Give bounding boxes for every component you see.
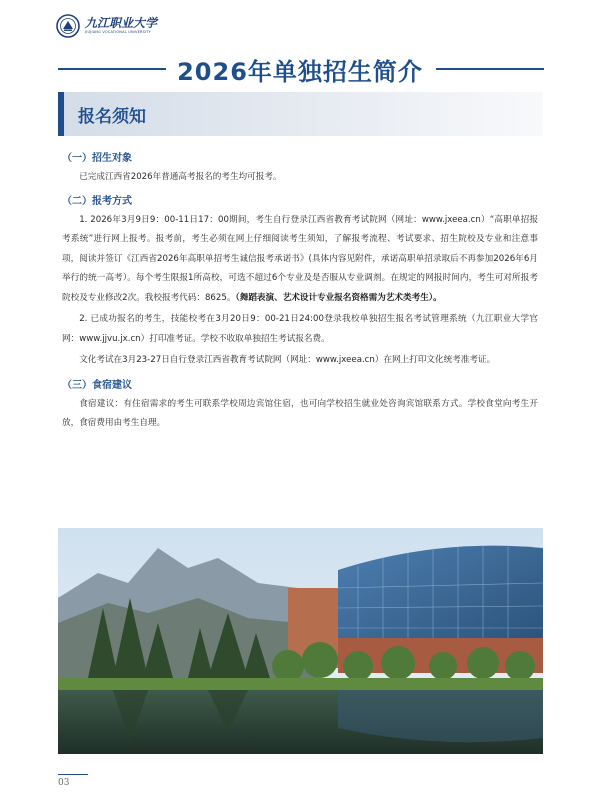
application-step-2: 2. 已成功报名的考生，技能校考在3月20日9：00-21日24:00登录我校单独招生报名考试管理系统（九江职业大学官网：www.jjvu.jx.cn）打印准考证。学校不收取单独招生考试报名费。 [62,314,538,344]
culture-exam-text: 文化考试在3月23-27日自行登录江西省教育考试院网（网址：www.jxeea.cn）在网上打印文化统考准考证。 [79,355,496,365]
subheading-applicants: （一）招生对象 [62,153,132,164]
page-number-rule [58,774,88,775]
application-step-1 [62,211,538,309]
campus-photo-illustration [58,528,543,754]
art-applicant-note: （舞蹈表演、艺术设计专业报名资格需为艺术类考生）。 [235,292,442,303]
university-logo [56,14,157,38]
page-title: 2026年单独招生简介 [177,58,423,86]
campus-photo [58,528,543,754]
section-banner [58,92,543,136]
notice-content [62,150,538,434]
section-title: 报名须知 [78,107,146,127]
accommodation-text: 食宿建议：有住宿需求的考生可联系学校周边宾馆住宿，也可向学校招生就业处咨询宾馆联系方式。学校食堂向考生开放，食宿费用由考生自理。 [62,398,538,428]
logo-english-name: JIUJIANG VOCATIONAL UNIVERSITY [85,30,151,34]
university-seal-icon [56,14,80,38]
logo-chinese-name: 九江职业大学 [85,16,158,30]
application-step-1-text: 1. 2026年3月9日9：00-11日17：00期间，考生自行登录江西省教育考试院网（网址：www.jxeea.cn）“高职单招报考系统”进行网上报考。报考前，考生必须在网上仔细阅读考生须知，了解报考流程、考试要求、招生院校及专业和注意事项，阅读并签订《江西省2026年高职单招考生诚信报考承诺书》(具体内容见附件，承诺高职单招录取后不再参加2026年6月举行的统一高考）。每个考生限报1所高校，可选不超过6个专业及是否服从专业调剂。在规定的网报时间内，考生可对所报考院校及专业修改2次。我校报考代码：8625。 [62,214,538,303]
applicants-text: 已完成江西省2026年普通高考报名的考生均可报考。 [79,172,282,182]
subheading-application-method: （二）报考方式 [62,195,132,207]
section-accent-bar [58,92,64,136]
subheading-accommodation: （三）食宿建议 [62,379,132,391]
page-number: 03 [58,778,70,788]
